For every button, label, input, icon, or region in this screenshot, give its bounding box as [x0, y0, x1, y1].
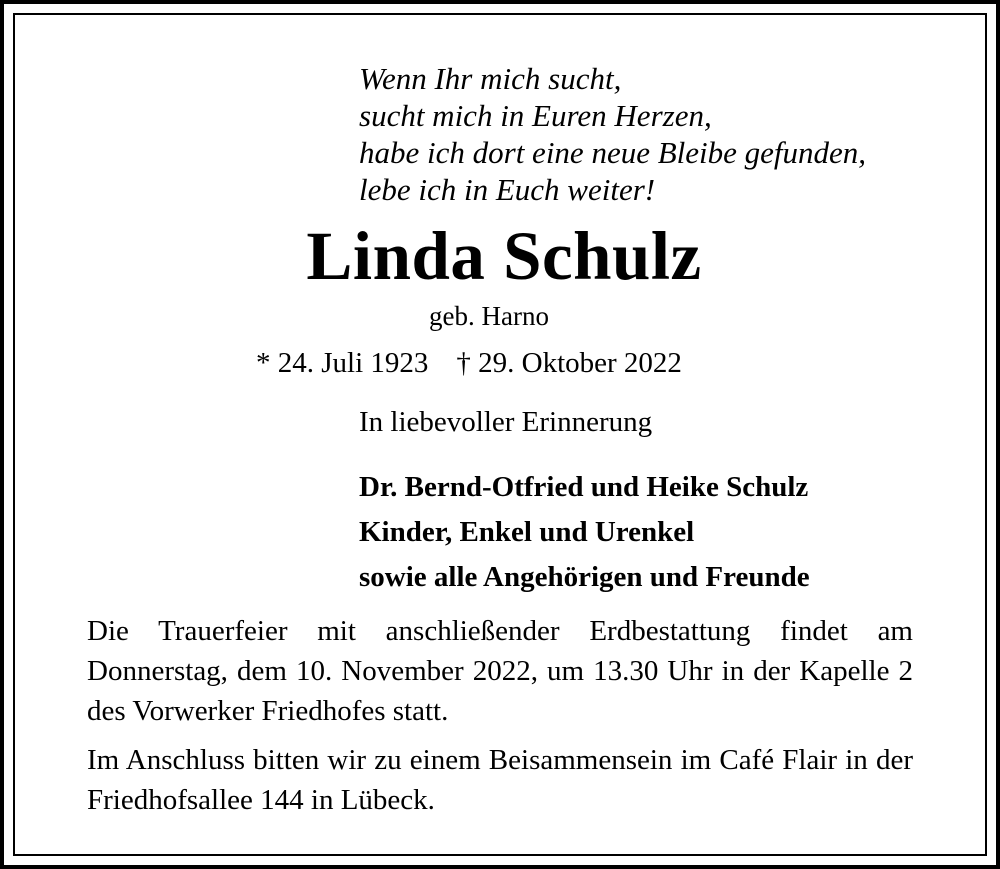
memory-line: In liebevoller Erinnerung: [359, 406, 653, 438]
service-paragraph: Die Trauerfeier mit anschließender Erdbestattung findet am Donnerstag, dem 10. November 2022, um 13.30 Uhr in der Kapelle 2 des Vorwerker Friedhofes statt.: [87, 615, 913, 727]
mourners-list: [359, 465, 810, 600]
maiden-name: geb. Harno: [429, 301, 549, 331]
poem: [359, 60, 866, 208]
death-date: † 29. Oktober 2022: [456, 347, 682, 379]
poem-line: habe ich dort eine neue Bleibe gefunden,: [359, 135, 867, 170]
deceased-name: Linda Schulz: [306, 218, 702, 294]
poem-line: Wenn Ihr mich sucht,: [359, 61, 622, 96]
birth-date: * 24. Juli 1923: [256, 347, 429, 379]
poem-line: lebe ich in Euch weiter!: [359, 172, 656, 207]
gathering-paragraph: Im Anschluss bitten wir zu einem Beisammensein im Café Flair in der Friedhofsallee 144 in Lübeck.: [87, 744, 913, 816]
mourner-line: sowie alle Angehörigen und Freunde: [359, 561, 810, 593]
mourner-line: Kinder, Enkel und Urenkel: [359, 516, 695, 548]
poem-line: sucht mich in Euren Herzen,: [359, 98, 712, 133]
mourner-line: Dr. Bernd-Otfried und Heike Schulz: [359, 471, 809, 503]
life-dates: [256, 345, 682, 381]
